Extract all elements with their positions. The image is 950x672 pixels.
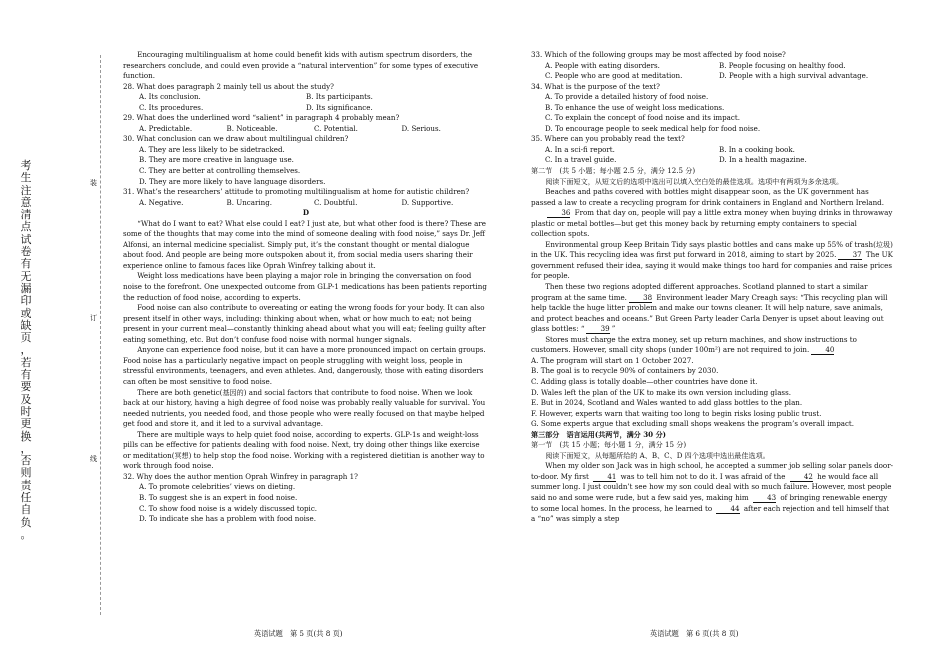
q31-options <box>123 198 489 209</box>
q35-option-d[interactable]: D. In a health magazine. <box>719 155 807 165</box>
side-notice-char: 注 <box>20 183 32 197</box>
q30-option-d[interactable]: D. They are more likely to have language disorders. <box>139 176 326 186</box>
q35-option-c[interactable]: C. In a travel guide. <box>545 155 617 165</box>
part-3-heading: 第三部分 语言运用(共两节，满分 30 分) <box>531 429 667 439</box>
gap-option-f[interactable]: F. However, experts warn that waiting too long to begin risks losing public trust. <box>531 408 822 418</box>
page-5-column <box>123 50 489 525</box>
side-notice-char: 无 <box>20 269 32 283</box>
side-notice-char: 有 <box>20 257 32 271</box>
q33-option-d[interactable]: D. People with a high survival advantage. <box>719 71 869 81</box>
question-29: 29. What does the underlined word “salient” in paragraph 4 probably mean? <box>123 113 400 123</box>
q35-option-a[interactable]: A. In a sci-fi report. <box>545 144 615 154</box>
question-32: 32. Why does the author mention Oprah Winfrey in paragraph 1? <box>123 471 358 481</box>
q29-option-c[interactable]: C. Potential. <box>314 123 358 133</box>
side-notice-char: 若 <box>20 355 32 369</box>
q30-option-c[interactable]: C. They are better at controlling themselves. <box>139 166 301 176</box>
gap-option-e[interactable]: E. But in 2024, Scotland and Wales wanted to add glass bottles to the plan. <box>531 398 803 408</box>
gap-option-a[interactable]: A. The program will start on 1 October 2027. <box>531 355 694 365</box>
q34-option-c[interactable]: C. To explain the concept of food noise and its impact. <box>545 113 740 123</box>
q28-options <box>123 92 489 113</box>
side-notice-char: 。 <box>20 527 32 541</box>
d-paragraph-1: “What do I want to eat? What else could I eat? I just ate, but what other food is there? These are some of the thoughts that may come into the mind of someone dealing with food noise,” says Dr. Jeff Alfonsi, an internal medicine specialist. Simply put, it’s the constant thought or mental dialogue about food. And people are being more outspoken about it, from social media users sharing their experience online to famous faces like Oprah Winfrey talking about it. <box>123 218 486 270</box>
q33-option-b[interactable]: B. People focusing on healthy food. <box>719 60 846 70</box>
blank-37[interactable]: 37 <box>838 251 861 260</box>
gap-option-c[interactable]: C. Adding glass is totally doable—other countries have done it. <box>531 376 758 386</box>
question-34: 34. What is the purpose of the text? <box>531 81 660 91</box>
blank-36[interactable]: 36 <box>547 209 570 218</box>
q34-option-b[interactable]: B. To enhance the use of weight loss medications. <box>545 102 725 112</box>
blank-40[interactable]: 40 <box>811 346 834 355</box>
side-notice-char: 缺 <box>20 318 32 332</box>
blank-43[interactable]: 43 <box>753 494 776 503</box>
q28-option-b[interactable]: B. Its participants. <box>306 92 373 102</box>
q30-option-b[interactable]: B. They are more creative in language use. <box>139 155 294 165</box>
q31-option-b[interactable]: B. Uncaring. <box>226 197 272 207</box>
q35-option-b[interactable]: B. In a cooking book. <box>719 144 795 154</box>
q34-option-a[interactable]: A. To provide a detailed history of food noise. <box>545 92 709 102</box>
side-notice-char: 生 <box>20 171 32 185</box>
side-notice-char: 负 <box>20 515 32 529</box>
q33-option-a[interactable]: A. People with eating disorders. <box>545 60 660 70</box>
side-notice-char: 更 <box>20 417 32 431</box>
page-6-column <box>531 50 893 525</box>
q33-option-c[interactable]: C. People who are good at meditation. <box>545 71 683 81</box>
question-30: 30. What conclusion can we draw about multilingual children? <box>123 134 349 144</box>
question-35: 35. Where can you probably read the text? <box>531 134 685 144</box>
blank-39[interactable]: 39 <box>586 325 609 334</box>
side-notice-char: 时 <box>20 404 32 418</box>
q30-option-a[interactable]: A. They are less likely to be sidetracked. <box>139 144 285 154</box>
side-notice-char: 考 <box>20 159 32 172</box>
side-notice-char: 自 <box>20 503 32 517</box>
q28-option-a[interactable]: A. Its conclusion. <box>139 92 201 102</box>
section-2-instructions: 阅读下面短文，从短文后的选项中选出可以填入空白处的最佳选项。选项中有两项为多余选项。 <box>545 176 844 186</box>
side-notice-char: 清 <box>20 208 32 222</box>
q29-option-a[interactable]: A. Predictable. <box>139 123 193 133</box>
q31-option-c[interactable]: C. Doubtful. <box>314 197 358 207</box>
q28-option-c[interactable]: C. Its procedures. <box>139 102 204 112</box>
q35-options <box>531 145 893 166</box>
question-28: 28. What does paragraph 2 mainly tell us about the study? <box>123 81 334 91</box>
q29-option-d[interactable]: D. Serious. <box>401 123 441 133</box>
d-paragraph-2: Weight loss medications have been playing a major role in bringing the conversation on food noise to the forefront. One unexpected outcome from GLP-1 medications has been patients reporting the reduction of food noise, according to experts. <box>123 271 487 302</box>
q31-option-d[interactable]: D. Supportive. <box>401 197 454 207</box>
blank-42[interactable]: 42 <box>790 473 813 482</box>
d-paragraph-6: There are multiple ways to help quiet food noise, according to experts. GLP-1s and weight-loss pills can be effective for patients dealing with food noise. Next, try doing other things like exercise or meditation(冥想) to help stop the food noise. Working with a registered dietitian is another way to work through food noise. <box>123 429 485 471</box>
side-notice-char: 卷 <box>20 245 32 259</box>
section-1-instructions: 阅读下面短文，从每题所给的 A、B、C、D 四个选项中选出最佳选项。 <box>545 450 770 460</box>
section-2-heading: 第二节 (共 5 小题；每小题 2.5 分，满分 12.5 分) <box>531 166 696 176</box>
side-notice-char: 页 <box>20 331 32 345</box>
side-notice-char: 责 <box>20 478 32 492</box>
side-notice-char: 任 <box>20 491 32 505</box>
q29-options <box>123 124 489 135</box>
binding-label-top: 装 <box>90 176 97 190</box>
gap-paragraph-5: Stores must charge the extra money, set up return machines, and show instructions to customers. However, small city shops (under 100m²) are not required to join. 40 <box>531 334 857 355</box>
side-notice-char: 否 <box>20 454 32 468</box>
q32-option-b[interactable]: B. To suggest she is an expert in food noise. <box>139 492 298 502</box>
question-33: 33. Which of the following groups may be most affected by food noise? <box>531 50 786 59</box>
d-paragraph-3: Food noise can also contribute to overeating or eating the wrong foods for your body. It can also present itself in other ways, including: thinking about when, what or how much to eat; not being present in your current meal—constantly thinking ahead about what you will eat; feeling guilty after eating something, etc. But don’t confuse food noise with normal hunger signals. <box>123 303 486 344</box>
q32-option-c[interactable]: C. To show food noise is a widely discussed topic. <box>139 503 318 513</box>
side-notice-char: 换 <box>20 429 32 443</box>
gap-option-d[interactable]: D. Wales left the plan of the UK to make its own version including glass. <box>531 387 791 397</box>
question-31: 31. What’s the researchers’ attitude to promoting multilingualism at home for autistic children? <box>123 187 470 197</box>
section-1-heading: 第一节 (共 15 小题；每小题 1 分，满分 15 分) <box>531 440 687 450</box>
side-notice-char: 试 <box>20 232 32 246</box>
side-notice-char: 或 <box>20 306 32 320</box>
gap-option-g[interactable]: G. Some experts argue that excluding small shops weakens the program’s overall impact. <box>531 419 855 429</box>
side-notice-char: 漏 <box>20 281 32 295</box>
side-notice-char: 则 <box>20 466 32 480</box>
blank-44[interactable]: 44 <box>716 505 739 514</box>
side-notice-char: 有 <box>20 368 32 382</box>
blank-41[interactable]: 41 <box>593 473 616 482</box>
intro-paragraph: Encouraging multilingualism at home could benefit kids with autism spectrum disorders, the researchers conclude, and could even provide a “natural intervention” for some types of executive function. <box>123 50 479 81</box>
d-paragraph-5: There are both genetic(基因的) and social factors that contribute to food noise. When we look back at our history, having a high degree of food noise was probably really valuable for survival. You needed nutrients, you needed food, and those people who were really focused on that maybe helped get food and store it, and it led to a survival advantage. <box>123 387 486 429</box>
q34-option-d[interactable]: D. To encourage people to seek medical help for food noise. <box>545 123 761 133</box>
side-notice-char: 点 <box>20 220 32 234</box>
q32-option-a[interactable]: A. To promote celebrities’ views on dieting. <box>139 482 296 492</box>
q33-options <box>531 61 893 82</box>
blank-38[interactable]: 38 <box>629 294 652 303</box>
q28-option-d[interactable]: D. Its significance. <box>306 102 373 112</box>
side-notice-char: ， <box>20 441 32 455</box>
side-notice-char: 及 <box>20 392 32 406</box>
binding-label-bottom: 线 <box>90 452 97 466</box>
gap-paragraph-3: Environmental group Keep Britain Tidy says plastic bottles and cans make up 55% of trash(垃圾) in the UK. This recycling idea was first put forward in 2018, aiming to start by 2025. 37 The UK government refused their idea, saying it would make things too hard for companies and raise prices for people. <box>531 239 893 281</box>
q31-option-a[interactable]: A. Negative. <box>139 197 184 207</box>
gap-paragraph-2: 36 From that day on, people will pay a little extra money when buying drinks in throwaway plastic or metal bottles—but get this money back by returning empty containers to special collection spots. <box>531 208 893 239</box>
side-notice <box>16 160 36 541</box>
d-paragraph-4: Anyone can experience food noise, but it can have a more pronounced impact on certain groups. Food noise has a particularly negative impact on people struggling with weight loss, people in stressful environments, teenagers, and even athletes. And, dangerously, those with eating disorders can often be most sensitive to food noise. <box>123 345 486 386</box>
binding-label-middle: 订 <box>90 311 97 325</box>
gap-option-b[interactable]: B. The goal is to recycle 90% of containers by 2030. <box>531 366 719 376</box>
cloze-paragraph-1: When my older son Jack was in high school, he accepted a summer job selling solar panels door-to-door. My first 41 was to tell him not to do it. I was afraid of the 42 he would face all summer long. I just couldn’t see how my son could deal with so much failure. However, most people said no and some were rude, but a few said yes, making him 43 of bringing renewable energy to some local homes. In the process, he learned to 44 after each rejection and tell himself that a “no” was simply a step <box>531 461 893 524</box>
gap-paragraph-4: Then these two regions adopted different approaches. Scotland planned to start a similar program at the same time. 38 Environment leader Mary Creagh says: “This recycling plan will help tackle the huge litter problem and make our towns cleaner. It will help nature, save animals, and protect beaches and oceans.” But Green Party leader Carla Denyer is upset about leaving out glass bottles: “ 39 ” <box>531 282 888 334</box>
binding-dashed-line <box>100 55 101 615</box>
side-notice-char: 印 <box>20 294 32 308</box>
side-notice-char: ， <box>20 343 32 357</box>
page-5-footer: 英语试题 第 5 页(共 8 页) <box>254 629 343 638</box>
q29-option-b[interactable]: B. Noticeable. <box>226 123 278 133</box>
section-d-title: D <box>302 208 310 218</box>
side-notice-char: 要 <box>20 380 32 394</box>
q32-option-d[interactable]: D. To indicate she has a problem with food noise. <box>139 514 317 524</box>
gap-paragraph-1: Beaches and paths covered with bottles might disappear soon, as the UK government has passed a law to create a recycling program for drink containers in England and Northern Ireland. <box>531 187 884 207</box>
side-notice-char: 意 <box>20 195 32 209</box>
page-6-footer: 英语试题 第 6 页(共 8 页) <box>650 629 739 638</box>
